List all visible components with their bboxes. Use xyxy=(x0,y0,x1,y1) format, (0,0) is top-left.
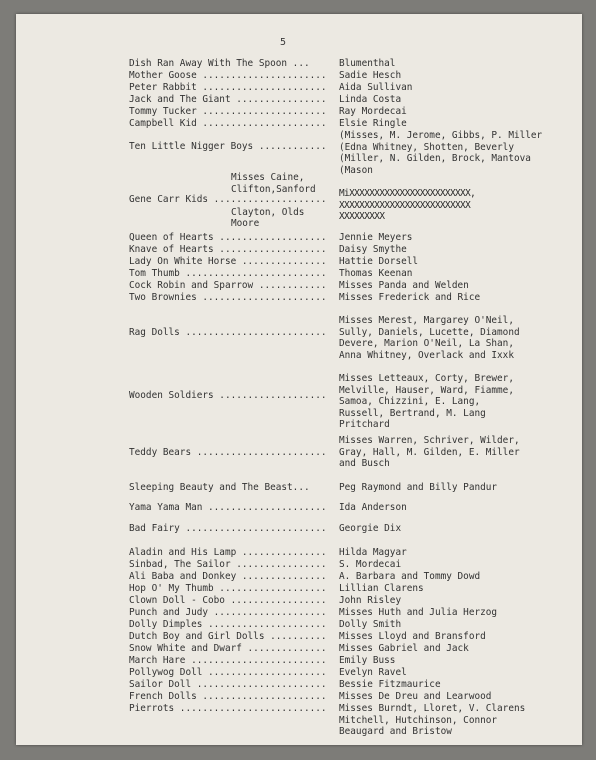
cast-names: (Misses, M. Jerome, Gibbs, P. Miller xyxy=(339,130,543,141)
cast-names: Blumenthal xyxy=(339,58,396,69)
role-name: Two Brownies ...................... xyxy=(129,292,327,303)
role-name: Sailor Doll ....................... xyxy=(129,679,327,690)
role-name: Rag Dolls ......................... xyxy=(129,327,327,338)
cast-names: Evelyn Ravel xyxy=(339,667,407,678)
role-name: Lady On White Horse ............... xyxy=(129,256,327,267)
cast-names: Aida Sullivan xyxy=(339,82,413,93)
cast-names: Thomas Keenan xyxy=(339,268,413,279)
role-name: Punch and Judy .................... xyxy=(129,607,327,618)
cast-names: Daisy Smythe xyxy=(339,244,407,255)
cast-names: A. Barbara and Tommy Dowd xyxy=(339,571,481,582)
role-name: Dutch Boy and Girl Dolls .......... xyxy=(129,631,327,642)
role-name: Knave of Hearts ................... xyxy=(129,244,327,255)
cast-names: Misses Warren, Schriver, Wilder, xyxy=(339,435,520,446)
role-name: Sleeping Beauty and The Beast... xyxy=(129,482,310,493)
role-name: Hop O' My Thumb ................... xyxy=(129,583,327,594)
role-name: Pollywog Doll ..................... xyxy=(129,667,327,678)
role-name: Pierrots .......................... xyxy=(129,703,327,714)
cast-names: Beaugard and Bristow xyxy=(339,726,452,738)
group-note: Clifton,Sanford xyxy=(231,183,316,195)
cast-names: Hilda Magyar xyxy=(339,547,407,558)
cast-names: Sully, Daniels, Lucette, Diamond xyxy=(339,326,520,338)
role-name: Dolly Dimples ..................... xyxy=(129,619,327,630)
role-name: Bad Fairy ......................... xyxy=(129,523,327,534)
cast-names: Misses Letteaux, Corty, Brewer, xyxy=(339,373,514,384)
cast-names: and Busch xyxy=(339,458,390,470)
cast-names: Sadie Hesch xyxy=(339,70,402,81)
role-name: Yama Yama Man ..................... xyxy=(129,502,327,513)
cast-names: Samoa, Chizzini, E. Lang, xyxy=(339,396,481,408)
cast-names: Jennie Meyers xyxy=(339,232,413,243)
role-name: Snow White and Dwarf .............. xyxy=(129,643,327,654)
role-name: Queen of Hearts ................... xyxy=(129,232,327,243)
cast-names: Misses De Dreu and Learwood xyxy=(339,691,492,702)
page-number: 5 xyxy=(280,37,287,48)
cast-names: Gray, Hall, M. Gilden, E. Miller xyxy=(339,446,520,458)
cast-names: Misses Burndt, Lloret, V. Clarens xyxy=(339,703,526,714)
role-name: Ten Little Nigger Boys ............ xyxy=(129,141,327,152)
cast-names: Misses Lloyd and Bransford xyxy=(339,631,486,642)
cast-names: (Miller, N. Gilden, Brock, Mantova xyxy=(339,153,531,165)
role-name: Sinbad, The Sailor ................ xyxy=(129,559,327,570)
role-name: Jack and The Giant ................ xyxy=(129,94,327,105)
cast-names: Lillian Clarens xyxy=(339,583,424,594)
cast-names: Elsie Ringle xyxy=(339,118,407,129)
role-name: March Hare ........................ xyxy=(129,655,327,666)
role-name: Tommy Tucker ...................... xyxy=(129,106,327,117)
role-name: Gene Carr Kids .................... xyxy=(129,194,327,205)
cast-names: Hattie Dorsell xyxy=(339,256,419,267)
role-name: French Dolls ...................... xyxy=(129,691,327,702)
cast-names: Bessie Fitzmaurice xyxy=(339,679,441,690)
cast-names: Ray Mordecai xyxy=(339,106,407,117)
cast-names: Misses Huth and Julia Herzog xyxy=(339,607,498,618)
role-name: Clown Doll - Cobo ................. xyxy=(129,595,327,606)
role-name: Mother Goose ...................... xyxy=(129,70,327,81)
cast-names: Peg Raymond and Billy Pandur xyxy=(339,482,498,493)
cast-names: Georgie Dix xyxy=(339,523,402,534)
cast-names: John Risley xyxy=(339,595,402,606)
cast-names: Ida Anderson xyxy=(339,502,407,513)
cast-names: XXXXXXXXXXXXXXXXXXXXXXXXXX xyxy=(339,199,471,211)
role-name: Aladin and His Lamp ............... xyxy=(129,547,327,558)
cast-names: Linda Costa xyxy=(339,94,402,105)
cast-names: XXXXXXXXX xyxy=(339,211,385,223)
role-name: Campbell Kid ...................... xyxy=(129,118,327,129)
role-name: Tom Thumb ......................... xyxy=(129,268,327,279)
cast-names: Melville, Hauser, Ward, Fiamme, xyxy=(339,384,514,396)
cast-names: S. Mordecai xyxy=(339,559,402,570)
cast-names: Russell, Bertrand, M. Lang xyxy=(339,407,486,419)
group-note: Misses Caine, xyxy=(231,172,305,183)
cast-names: Misses Frederick and Rice xyxy=(339,292,481,303)
cast-names: Mitchell, Hutchinson, Connor xyxy=(339,714,498,726)
cast-names: Dolly Smith xyxy=(339,619,402,630)
cast-names: (Mason xyxy=(339,164,373,176)
cast-names: MiXXXXXXXXXXXXXXXXXXXXXXXX, xyxy=(339,188,476,199)
role-name: Wooden Soldiers ................... xyxy=(129,390,327,401)
cast-names: Devere, Marion O'Neil, La Shan, xyxy=(339,338,514,350)
role-name: Dish Ran Away With The Spoon ... xyxy=(129,58,310,69)
cast-names: (Edna Whitney, Shotten, Beverly xyxy=(339,141,514,153)
group-note: Moore xyxy=(231,218,260,230)
cast-names: Anna Whitney, Overlack and Ixxk xyxy=(339,349,514,361)
cast-names: Emily Buss xyxy=(339,655,396,666)
role-name: Cock Robin and Sparrow ............ xyxy=(129,280,327,291)
group-note: Clayton, Olds xyxy=(231,206,305,218)
cast-names: Pritchard xyxy=(339,419,390,431)
cast-names: Misses Merest, Margarey O'Neil, xyxy=(339,315,514,326)
cast-names: Misses Panda and Welden xyxy=(339,280,469,291)
cast-names: Misses Gabriel and Jack xyxy=(339,643,469,654)
role-name: Teddy Bears ....................... xyxy=(129,447,327,458)
role-name: Ali Baba and Donkey ............... xyxy=(129,571,327,582)
role-name: Peter Rabbit ...................... xyxy=(129,82,327,93)
